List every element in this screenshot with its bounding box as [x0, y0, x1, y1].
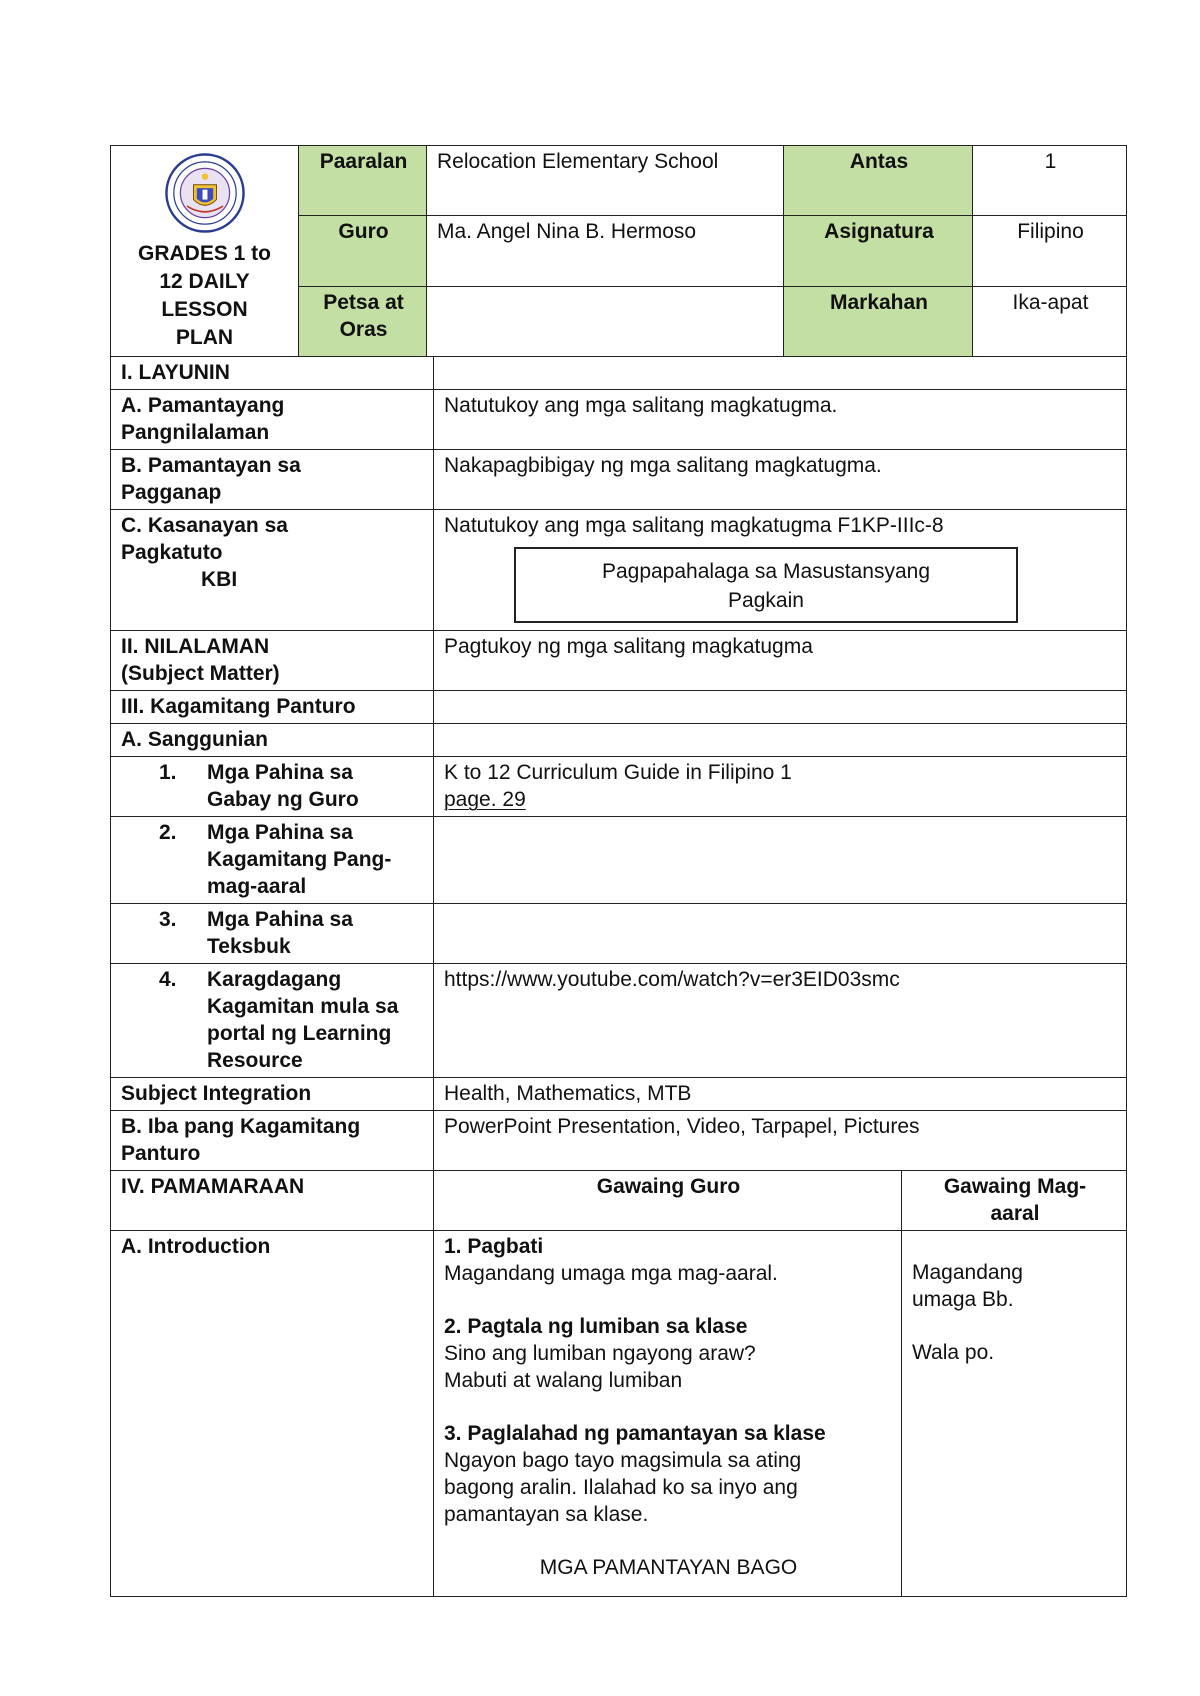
petsa-label-line: Oras	[339, 317, 388, 341]
item-value-line: page. 29	[444, 788, 526, 811]
layunin-label: I. LAYUNIN	[111, 357, 434, 390]
student-response-line: Magandang	[912, 1261, 1023, 1284]
markahan-label: Markahan	[784, 286, 973, 356]
nilalaman-row	[111, 631, 1127, 691]
section-line: Mabuti at walang lumiban	[444, 1369, 683, 1392]
nilalaman-label	[111, 631, 434, 691]
kagamitan-label: III. Kagamitang Panturo	[111, 691, 434, 724]
section-heading: 2. Pagtala ng lumiban sa klase	[444, 1315, 748, 1338]
item-number: 4.	[159, 968, 177, 991]
sanggunian-value	[434, 724, 1127, 757]
sanggunian-item-4-row	[111, 964, 1127, 1078]
iba-label	[111, 1111, 434, 1171]
antas-label: Antas	[784, 146, 973, 216]
sanggunian-item-3-value	[434, 904, 1127, 964]
header-line: aaral	[990, 1202, 1040, 1225]
item-line: Kagamitan mula sa	[207, 995, 399, 1018]
logo-title-cell	[111, 146, 299, 357]
petsa-label-line: Petsa at	[323, 290, 404, 314]
item-line: Karagdagang	[207, 968, 342, 991]
sanggunian-item-2-value	[434, 817, 1127, 904]
item-line: Mga Pahina sa	[207, 908, 353, 931]
kasanayan-value: Natutukoy ang mga salitang magkatugma F1KP-IIIc-8	[444, 514, 944, 537]
section-line: Ngayon bago tayo magsimula sa ating	[444, 1449, 802, 1472]
petsa-label	[299, 286, 427, 356]
sanggunian-item-4-label	[111, 964, 434, 1078]
item-number: 2.	[159, 821, 177, 844]
title-line: 12 DAILY	[159, 270, 250, 293]
section-line: bagong aralin. Ilalahad ko sa inyo ang	[444, 1476, 798, 1499]
label-line: B. Pamantayan sa	[121, 454, 301, 477]
sanggunian-item-2-row	[111, 817, 1127, 904]
label-line: A. Pamantayang	[121, 394, 285, 417]
pamantayang-row	[111, 390, 1127, 450]
section-line: Sino ang lumiban ngayong araw?	[444, 1342, 756, 1365]
deped-seal-icon	[164, 152, 246, 234]
item-line: portal ng Learning	[207, 1022, 392, 1045]
label-line: Pangnilalaman	[121, 421, 270, 444]
asignatura-label: Asignatura	[784, 216, 973, 286]
resource-link[interactable]: https://www.youtube.com/watch?v=er3EID03smc	[444, 968, 900, 991]
title-line: LESSON	[161, 298, 248, 321]
sanggunian-item-1-value	[434, 757, 1127, 817]
sanggunian-item-1-label	[111, 757, 434, 817]
label-line: Pagkatuto	[121, 541, 223, 564]
introduction-row	[111, 1231, 1127, 1597]
sanggunian-item-3-label	[111, 904, 434, 964]
gawaing-guro-header: Gawaing Guro	[434, 1171, 902, 1231]
item-line: Mga Pahina sa	[207, 821, 353, 844]
asignatura-value: Filipino	[973, 216, 1127, 286]
lesson-body-table	[110, 356, 1127, 1597]
pamantayang-value: Natutukoy ang mga salitang magkatugma.	[434, 390, 1127, 450]
kasanayan-value-cell	[434, 510, 1127, 631]
kasanayan-row	[111, 510, 1127, 631]
guro-value: Ma. Angel Nina B. Hermoso	[427, 216, 784, 286]
kbi-box	[514, 547, 1018, 623]
title-line: PLAN	[175, 326, 234, 349]
item-line: mag-aaral	[207, 875, 307, 898]
markahan-value: Ika-apat	[973, 286, 1127, 356]
sanggunian-item-4-value	[434, 964, 1127, 1078]
label-line: Panturo	[121, 1142, 201, 1165]
introduction-label: A. Introduction	[111, 1231, 434, 1597]
antas-value: 1	[973, 146, 1127, 216]
kagamitan-value	[434, 691, 1127, 724]
kagamitan-row	[111, 691, 1127, 724]
guro-label: Guro	[299, 216, 427, 286]
layunin-value	[434, 357, 1127, 390]
introduction-student-cell	[902, 1231, 1127, 1597]
item-line: Gabay ng Guro	[207, 788, 359, 811]
pamamaraan-row	[111, 1171, 1127, 1231]
iba-value: PowerPoint Presentation, Video, Tarpapel, Pictures	[434, 1111, 1127, 1171]
introduction-teacher-cell	[434, 1231, 902, 1597]
item-value-line: K to 12 Curriculum Guide in Filipino 1	[444, 761, 792, 784]
gawaing-mag-aaral-header	[902, 1171, 1127, 1231]
layunin-row	[111, 357, 1127, 390]
section-heading: 1. Pagbati	[444, 1235, 544, 1258]
header-line: Gawaing Mag-	[943, 1175, 1087, 1198]
lesson-plan-title	[115, 240, 294, 352]
title-line: GRADES 1 to	[137, 242, 271, 265]
petsa-value	[427, 286, 784, 356]
sanggunian-label: A. Sanggunian	[111, 724, 434, 757]
sanggunian-item-2-label	[111, 817, 434, 904]
label-line: II. NILALAMAN	[121, 635, 270, 658]
paaralan-label: Paaralan	[299, 146, 427, 216]
integration-label: Subject Integration	[111, 1078, 434, 1111]
kbi-box-line: Pagkain	[728, 589, 804, 612]
integration-row	[111, 1078, 1127, 1111]
lesson-plan-page	[110, 145, 1126, 1597]
paaralan-value: Relocation Elementary School	[427, 146, 784, 216]
kasanayan-label	[111, 510, 434, 631]
item-line: Kagamitang Pang-	[207, 848, 392, 871]
pamantayang-label	[111, 390, 434, 450]
label-line: B. Iba pang Kagamitang	[121, 1115, 361, 1138]
kbi-box-line: Pagpapahalaga sa Masustansyang	[601, 560, 931, 583]
pamamaraan-label: IV. PAMAMARAAN	[111, 1171, 434, 1231]
pamantayan-heading: MGA PAMANTAYAN BAGO	[539, 1556, 798, 1579]
item-number: 3.	[159, 908, 177, 931]
section-heading: 3. Paglalahad ng pamantayan sa klase	[444, 1422, 826, 1445]
kbi-label: KBI	[201, 568, 238, 591]
pagganap-value: Nakapagbibigay ng mga salitang magkatugma.	[434, 450, 1127, 510]
label-line: (Subject Matter)	[121, 662, 280, 685]
pagganap-row	[111, 450, 1127, 510]
nilalaman-value: Pagtukoy ng mga salitang magkatugma	[434, 631, 1127, 691]
student-response-line: Wala po.	[912, 1341, 995, 1364]
sanggunian-item-3-row	[111, 904, 1127, 964]
section-line: Magandang umaga mga mag-aaral.	[444, 1262, 778, 1285]
integration-value: Health, Mathematics, MTB	[434, 1078, 1127, 1111]
item-line: Mga Pahina sa	[207, 761, 353, 784]
item-number: 1.	[159, 761, 177, 784]
sanggunian-row	[111, 724, 1127, 757]
section-line: pamantayan sa klase.	[444, 1503, 649, 1526]
iba-row	[111, 1111, 1127, 1171]
header-table	[110, 145, 1127, 357]
sanggunian-item-1-row	[111, 757, 1127, 817]
item-line: Resource	[207, 1049, 303, 1072]
label-line: C. Kasanayan sa	[121, 514, 288, 537]
label-line: Pagganap	[121, 481, 222, 504]
pagganap-label	[111, 450, 434, 510]
item-line: Teksbuk	[207, 935, 291, 958]
student-response-line: umaga Bb.	[912, 1288, 1014, 1311]
